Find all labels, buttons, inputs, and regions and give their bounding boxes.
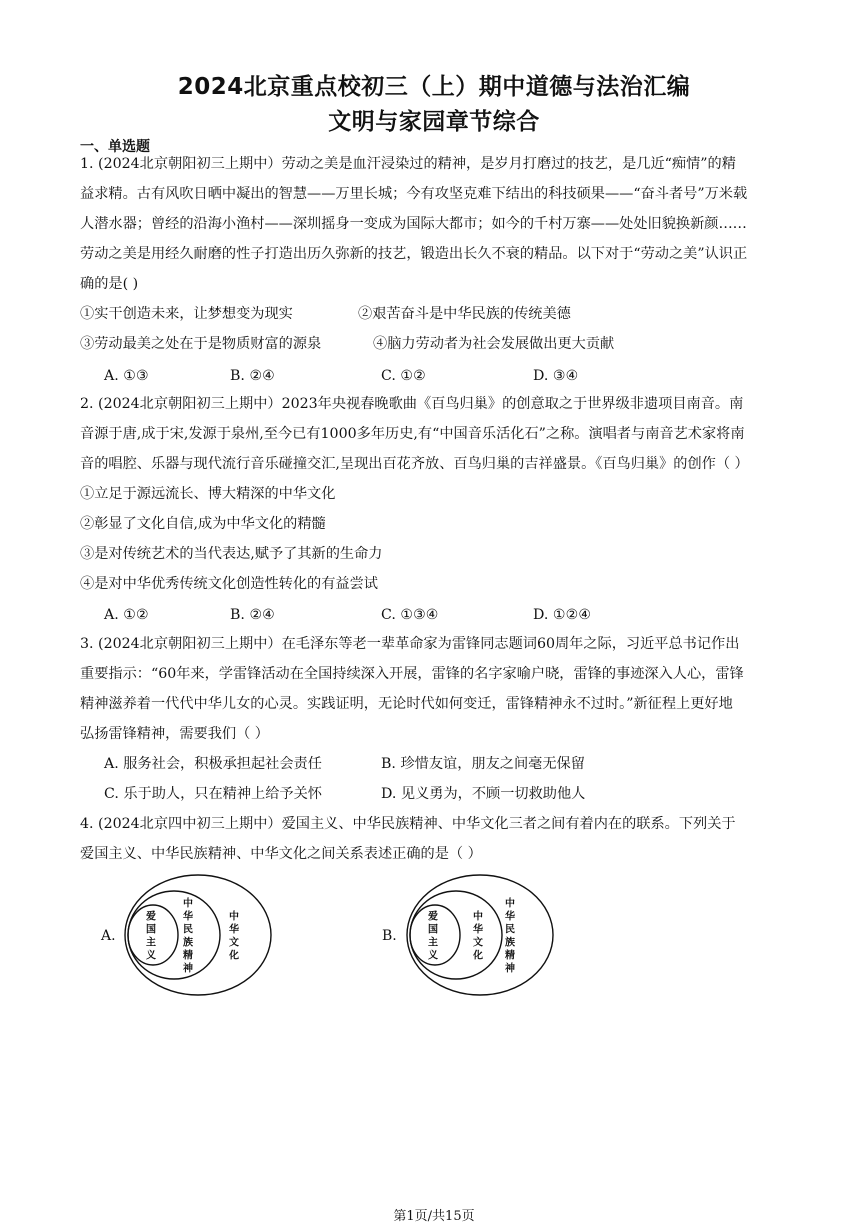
diagram-a-outer-char: 化 [229,950,239,962]
q2-option-a[interactable]: A. ①② [104,607,149,623]
diagram-b-outer-char: 族 [505,937,515,949]
diagram-b-outer-char: 中 [505,898,515,910]
diagram-b-inner-char: 国 [428,924,438,936]
q2-statement-1: ①立足于源远流长、博大精深的中华文化 [80,486,336,502]
q2-option-c[interactable]: C. ①③④ [381,607,439,623]
q2-statement-3: ③是对传统艺术的当代表达,赋予了其新的生命力 [80,546,383,562]
diagram-a-middle-char: 神 [183,963,193,975]
diagram-a-middle-char: 中 [183,898,193,910]
q3-option-a[interactable]: A. 服务社会，积极承担起社会责任 [104,756,322,772]
q1-line-4: 劳动之美是用经久耐磨的性子打造出历久弥新的技艺，锻造出长久不衰的精品。以下对于“劳动之美”认识正 [80,246,748,262]
diagram-a-middle-char: 华 [183,911,193,923]
document-title: 2024北京重点校初三（上）期中道德与法治汇编 [177,74,691,100]
diagram-b-middle-char: 华 [473,924,483,936]
document-subtitle: 文明与家园章节综合 [328,109,540,135]
q1-statement-2: ②艰苦奋斗是中华民族的传统美德 [358,306,571,322]
q1-statement-row [80,334,792,354]
q4-diagram-a[interactable] [118,870,278,1000]
diagram-b-inner-char: 义 [428,950,438,962]
diagram-b-outer-char: 神 [505,963,515,975]
page-number: 第1页/共15页 [393,1209,475,1224]
q3-line-3: 精神滋养着一代代中华儿女的心灵。实践证明，无论时代如何变迁，雷锋精神永不过时。”新征程上更好地 [80,696,733,712]
diagram-a-inner-char: 爱 [146,911,156,923]
q4-line-2: 爱国主义、中华民族精神、中华文化之间关系表述正确的是（ ） [80,846,482,862]
diagram-a-middle-char: 精 [183,950,193,962]
q2-line-1: 2. (2024北京朝阳初三上期中）2023年央视春晚歌曲《百鸟归巢》的创意取之于世界级非遗项目南音。南 [80,396,744,412]
q1-line-1: 1. (2024北京朝阳初三上期中）劳动之美是血汗浸染过的精神，是岁月打磨过的技艺，是几近“痴情”的精 [80,156,736,172]
diagram-a-middle-char: 族 [183,937,193,949]
q1-statement-row [80,304,792,324]
diagram-b-inner-char: 主 [428,937,438,949]
q1-option-b[interactable]: B. ②④ [230,368,275,384]
q3-option-c[interactable]: C. 乐于助人，只在精神上给予关怀 [104,786,322,802]
q1-line-3: 人潜水器；曾经的沿海小渔村——深圳摇身一变成为国际大都市；如今的千村万寨——处处旧貌换新颜…… [80,216,747,232]
q1-option-c[interactable]: C. ①② [381,368,426,384]
q2-statement-2: ②彰显了文化自信,成为中华文化的精髓 [80,516,326,532]
diagram-b-middle-char: 化 [473,950,483,962]
diagram-b-middle-char: 中 [473,911,483,923]
q3-option-b[interactable]: B. 珍惜友谊，朋友之间毫无保留 [381,756,585,772]
diagram-a-inner-char: 主 [146,937,156,949]
q2-option-d[interactable]: D. ①②④ [533,607,592,623]
diagram-b-middle-char: 文 [473,937,483,949]
q2-line-3: 音的唱腔、乐器与现代流行音乐碰撞交汇,呈现出百花齐放、百鸟归巢的吉祥盛景。《百鸟归巢》的创作（ ） [80,456,749,472]
diagram-b-outer-char: 民 [505,924,515,936]
diagram-b-outer-char: 华 [505,911,515,923]
diagram-a-middle-char: 民 [183,924,193,936]
q3-line-2: 重要指示：“60年来，学雷锋活动在全国持续深入开展，雷锋的名字家喻户晓，雷锋的事迹深入人心，雷锋 [80,666,744,682]
diagram-b-inner-char: 爱 [428,911,438,923]
q4-option-b-label[interactable]: B. [382,928,397,944]
q4-line-1: 4. (2024北京四中初三上期中）爱国主义、中华民族精神、中华文化三者之间有着内在的联系。下列关于 [80,816,736,832]
diagram-a-inner-char: 义 [146,950,156,962]
diagram-a-outer-char: 华 [229,924,239,936]
q1-line-5: 确的是( ) [80,276,139,292]
diagram-a-inner-char: 国 [146,924,156,936]
q3-line-1: 3. (2024北京朝阳初三上期中）在毛泽东等老一辈革命家为雷锋同志题词60周年之际，习近平总书记作出 [80,636,740,652]
q1-option-d[interactable]: D. ③④ [533,368,579,384]
q1-line-2: 益求精。古有风吹日晒中凝出的智慧——万里长城；今有攻坚克难下结出的科技硕果——“奋斗者号”万米载 [80,186,748,202]
q4-option-a-label[interactable]: A. [101,928,116,944]
q1-option-a[interactable]: A. ①③ [104,368,149,384]
section-heading: 一、单选题 [80,139,150,155]
diagram-b-outer-char: 精 [505,950,515,962]
q2-statement-4: ④是对中华优秀传统文化创造性转化的有益尝试 [80,576,378,592]
q2-option-b[interactable]: B. ②④ [230,607,275,623]
q4-diagram-b[interactable] [400,870,560,1000]
q1-statement-4: ④脑力劳动者为社会发展做出更大贡献 [373,336,615,352]
q3-option-d[interactable]: D. 见义勇为，不顾一切救助他人 [381,786,586,802]
q2-line-2: 音源于唐,成于宋,发源于泉州,至今已有1000多年历史,有“中国音乐活化石”之称。演唱者与南音艺术家将南 [80,426,745,442]
diagram-a-outer-char: 文 [229,937,239,949]
q1-statement-1: ①实干创造未来，让梦想变为现实 [80,306,293,322]
diagram-a-outer-char: 中 [229,911,239,923]
q3-line-4: 弘扬雷锋精神，需要我们（ ） [80,726,269,742]
q1-statement-3: ③劳动最美之处在于是物质财富的源泉 [80,336,322,352]
